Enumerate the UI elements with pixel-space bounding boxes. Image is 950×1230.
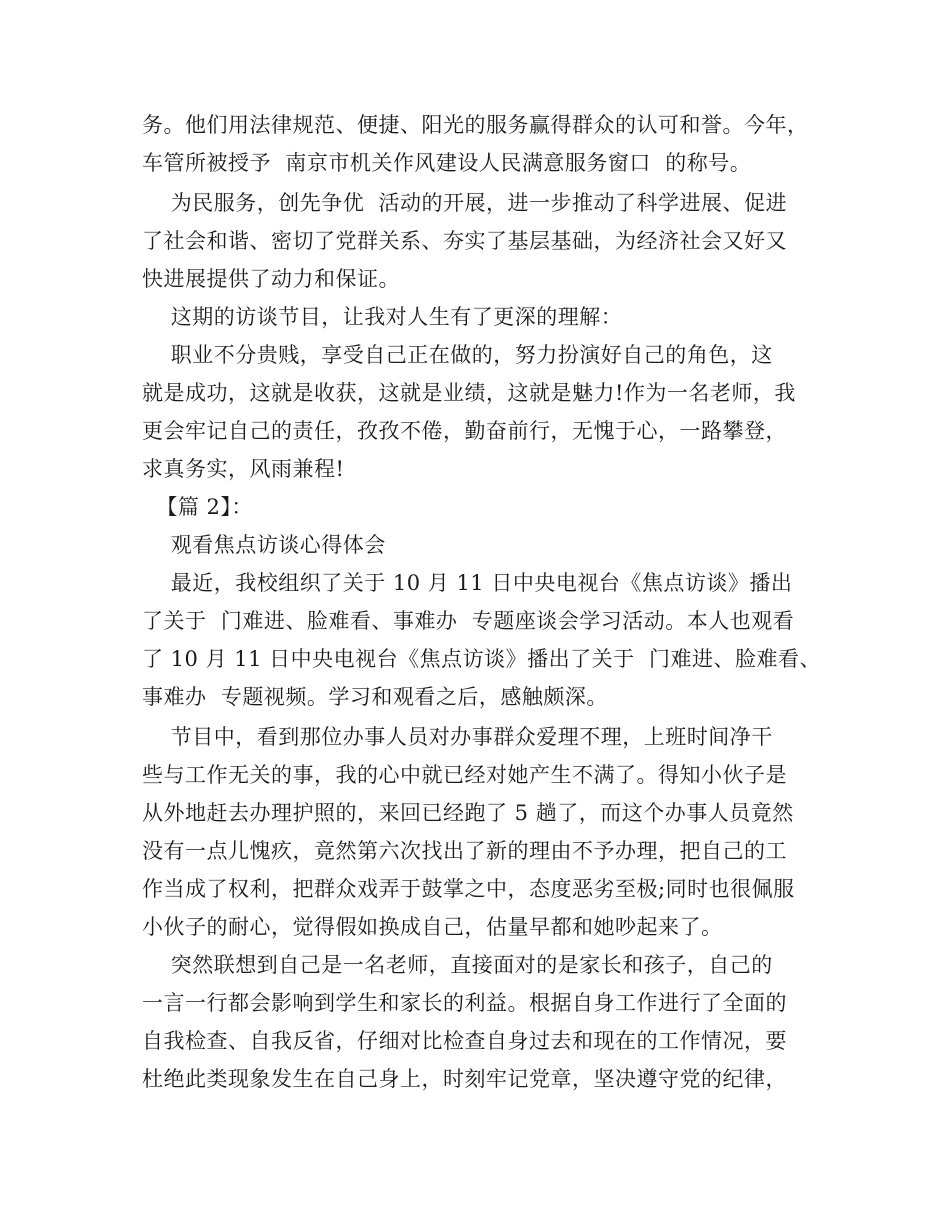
text-line: 为民服务，创先争优 活动的开展，进一步推动了科学进展、促进 xyxy=(142,191,788,215)
text-line: 务。他们用法律规范、便捷、阳光的服务赢得群众的认可和誉。今年， xyxy=(142,113,809,137)
text-line: 节目中，看到那位办事人员对办事群众爱理不理，上班时间净干 xyxy=(142,725,773,749)
text-line: 了社会和谐、密切了党群关系、夯实了基层基础，为经济社会又好又 xyxy=(142,229,787,253)
section-title: 观看焦点访谈心得体会 xyxy=(142,533,386,557)
text-line: 突然联想到自己是一名老师，直接面对的是家长和孩子，自己的 xyxy=(142,953,773,977)
text-line: 作当成了权利，把群众戏弄于鼓掌之中，态度恶劣至极;同时也很佩服 xyxy=(142,877,795,901)
text-line: 最近，我校组织了关于 10 月 11 日中央电视台《焦点访谈》播出 xyxy=(142,571,793,595)
text-line: 更会牢记自己的责任，孜孜不倦，勤奋前行，无愧于心，一路攀登， xyxy=(142,419,787,443)
text-line: 小伙子的耐心，觉得假如换成自己，估量早都和她吵起来了。 xyxy=(142,915,723,939)
text-line: 些与工作无关的事，我的心中就已经对她产生不满了。得知小伙子是 xyxy=(142,763,787,787)
text-line: 事难办 专题视频。学习和观看之后，感触颇深。 xyxy=(142,685,608,709)
text-line: 这期的访谈节目，让我对人生有了更深的理解： xyxy=(142,305,623,329)
text-line: 杜绝此类现象发生在自己身上，时刻牢记党章，坚决遵守党的纪律， xyxy=(142,1067,787,1091)
text-line: 了 10 月 11 日中央电视台《焦点访谈》播出了关于 门难进、脸难看、 xyxy=(142,647,821,671)
text-line: 快进展提供了动力和保证。 xyxy=(142,267,400,291)
text-line: 车管所被授予 南京市机关作风建设人民满意服务窗口 的称号。 xyxy=(142,151,752,175)
text-line: 一言一行都会影响到学生和家长的利益。根据自身工作进行了全面的 xyxy=(142,991,787,1015)
text-line: 就是成功，这就是收获，这就是业绩，这就是魅力!作为一名老师，我 xyxy=(142,381,796,405)
text-line: 求真务实，风雨兼程! xyxy=(142,457,345,481)
text-line: 职业不分贵贱，享受自己正在做的，努力扮演好自己的角色，这 xyxy=(142,343,773,367)
text-line: 了关于 门难进、脸难看、事难办 专题座谈会学习活动。本人也观看 xyxy=(142,609,795,633)
section-heading: 【篇 2】： xyxy=(142,495,253,519)
text-line: 自我检查、自我反省，仔细对比检查自身过去和现在的工作情况，要 xyxy=(142,1029,787,1053)
text-line: 没有一点儿愧疚，竟然第六次找出了新的理由不予办理，把自己的工 xyxy=(142,839,787,863)
text-line: 从外地赶去办理护照的，来回已经跑了 5 趟了，而这个办事人员竟然 xyxy=(142,801,794,825)
